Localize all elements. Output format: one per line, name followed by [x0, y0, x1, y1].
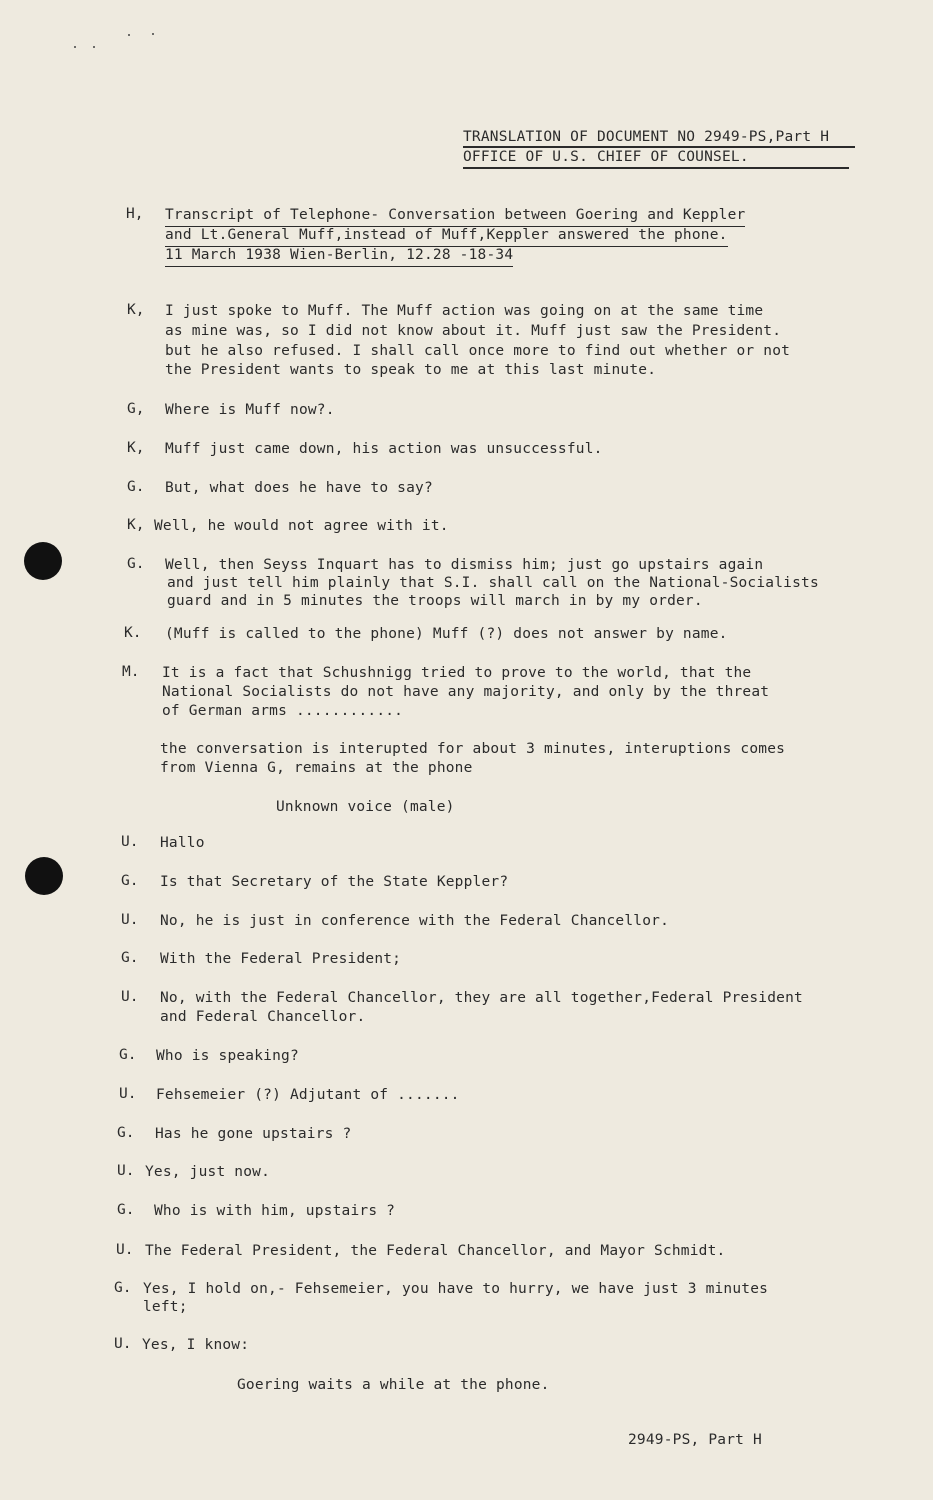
entry-line: Unknown voice (male): [276, 799, 455, 815]
entry-line: Has he gone upstairs ?: [155, 1126, 352, 1142]
header-line-2: OFFICE OF U.S. CHIEF OF COUNSEL.: [463, 149, 749, 165]
entry-line: The Federal President, the Federal Chancellor, and Mayor Schmidt.: [145, 1243, 726, 1259]
entry-line: But, what does he have to say?: [165, 480, 433, 496]
entry-line: Fehsemeier (?) Adjutant of .......: [156, 1087, 460, 1103]
entry-line: Well, he would not agree with it.: [154, 518, 449, 534]
entry-line: and Federal Chancellor.: [160, 1009, 366, 1025]
entry-line: the President wants to speak to me at this last minute.: [165, 362, 657, 378]
entry-speaker: K,: [127, 517, 145, 533]
title-marker: H,: [126, 206, 144, 222]
entry-speaker: U.: [121, 912, 139, 928]
entry-speaker: G.: [117, 1125, 135, 1141]
entry-line: but he also refused. I shall call once more to find out whether or not: [165, 343, 791, 359]
entry-line: Well, then Seyss Inquart has to dismiss him; just go upstairs again: [165, 557, 764, 573]
entry-line: With the Federal President;: [160, 951, 402, 967]
entry-speaker: U.: [117, 1163, 135, 1179]
entry-speaker: K.: [124, 625, 142, 641]
entry-line: Who is with him, upstairs ?: [154, 1203, 396, 1219]
entry-line: I just spoke to Muff. The Muff action was going on at the same time: [165, 303, 764, 319]
punch-hole: [24, 542, 62, 580]
entry-speaker: G,: [127, 401, 145, 417]
entry-line: and just tell him plainly that S.I. shall call on the National-Socialists: [167, 575, 819, 591]
punch-hole: [25, 857, 63, 895]
entry-line: as mine was, so I did not know about it. Muff just saw the President.: [165, 323, 782, 339]
entry-speaker: G.: [114, 1280, 132, 1296]
header-underline: [463, 167, 849, 169]
entry-speaker: U.: [114, 1336, 132, 1352]
entry-line: It is a fact that Schushnigg tried to prove to the world, that the: [162, 665, 752, 681]
entry-speaker: G.: [117, 1202, 135, 1218]
entry-line: of German arms ............: [162, 703, 404, 719]
entry-line: guard and in 5 minutes the troops will march in by my order.: [167, 593, 703, 609]
entry-line: Yes, just now.: [145, 1164, 271, 1180]
entry-line: Who is speaking?: [156, 1048, 299, 1064]
entry-line: left;: [143, 1299, 188, 1315]
entry-speaker: G.: [121, 950, 139, 966]
entry-line: the conversation is interupted for about 3 minutes, interuptions comes: [160, 741, 786, 757]
entry-speaker: U.: [121, 989, 139, 1005]
entry-speaker: U.: [119, 1086, 137, 1102]
entry-line: No, he is just in conference with the Federal Chancellor.: [160, 913, 669, 929]
entry-line: Yes, I know:: [142, 1337, 250, 1353]
entry-line: Is that Secretary of the State Keppler?: [160, 874, 509, 890]
entry-speaker: M.: [122, 664, 140, 680]
entry-speaker: K,: [127, 440, 145, 456]
title-line-2: and Lt.General Muff,instead of Muff,Keppler answered the phone.: [165, 226, 728, 247]
speck: [128, 34, 130, 36]
speck: [74, 46, 76, 48]
footer-doc-number: 2949-PS, Part H: [628, 1432, 762, 1448]
entry-line: Muff just came down, his action was unsuccessful.: [165, 441, 603, 457]
entry-line: (Muff is called to the phone) Muff (?) does not answer by name.: [165, 626, 728, 642]
entry-line: Where is Muff now?.: [165, 402, 335, 418]
entry-speaker: U.: [116, 1242, 134, 1258]
speck: [152, 33, 154, 35]
title-line-3: 11 March 1938 Wien-Berlin, 12.28 -18-34: [165, 246, 513, 267]
title-line-1: Transcript of Telephone- Conversation between Goering and Keppler: [165, 206, 745, 227]
entry-line: Hallo: [160, 835, 205, 851]
header-line-1: TRANSLATION OF DOCUMENT NO 2949-PS,Part H: [463, 129, 830, 145]
entry-line: Yes, I hold on,- Fehsemeier, you have to hurry, we have just 3 minutes: [143, 1281, 769, 1297]
entry-line: Goering waits a while at the phone.: [237, 1377, 550, 1393]
entry-line: National Socialists do not have any majority, and only by the threat: [162, 684, 770, 700]
entry-speaker: U.: [121, 834, 139, 850]
entry-speaker: G.: [127, 556, 145, 572]
speck: [93, 46, 95, 48]
entry-speaker: G.: [127, 479, 145, 495]
entry-speaker: G.: [119, 1047, 137, 1063]
entry-speaker: G.: [121, 873, 139, 889]
entry-line: No, with the Federal Chancellor, they are all together,Federal President: [160, 990, 803, 1006]
entry-line: from Vienna G, remains at the phone: [160, 760, 473, 776]
entry-speaker: K,: [127, 302, 145, 318]
